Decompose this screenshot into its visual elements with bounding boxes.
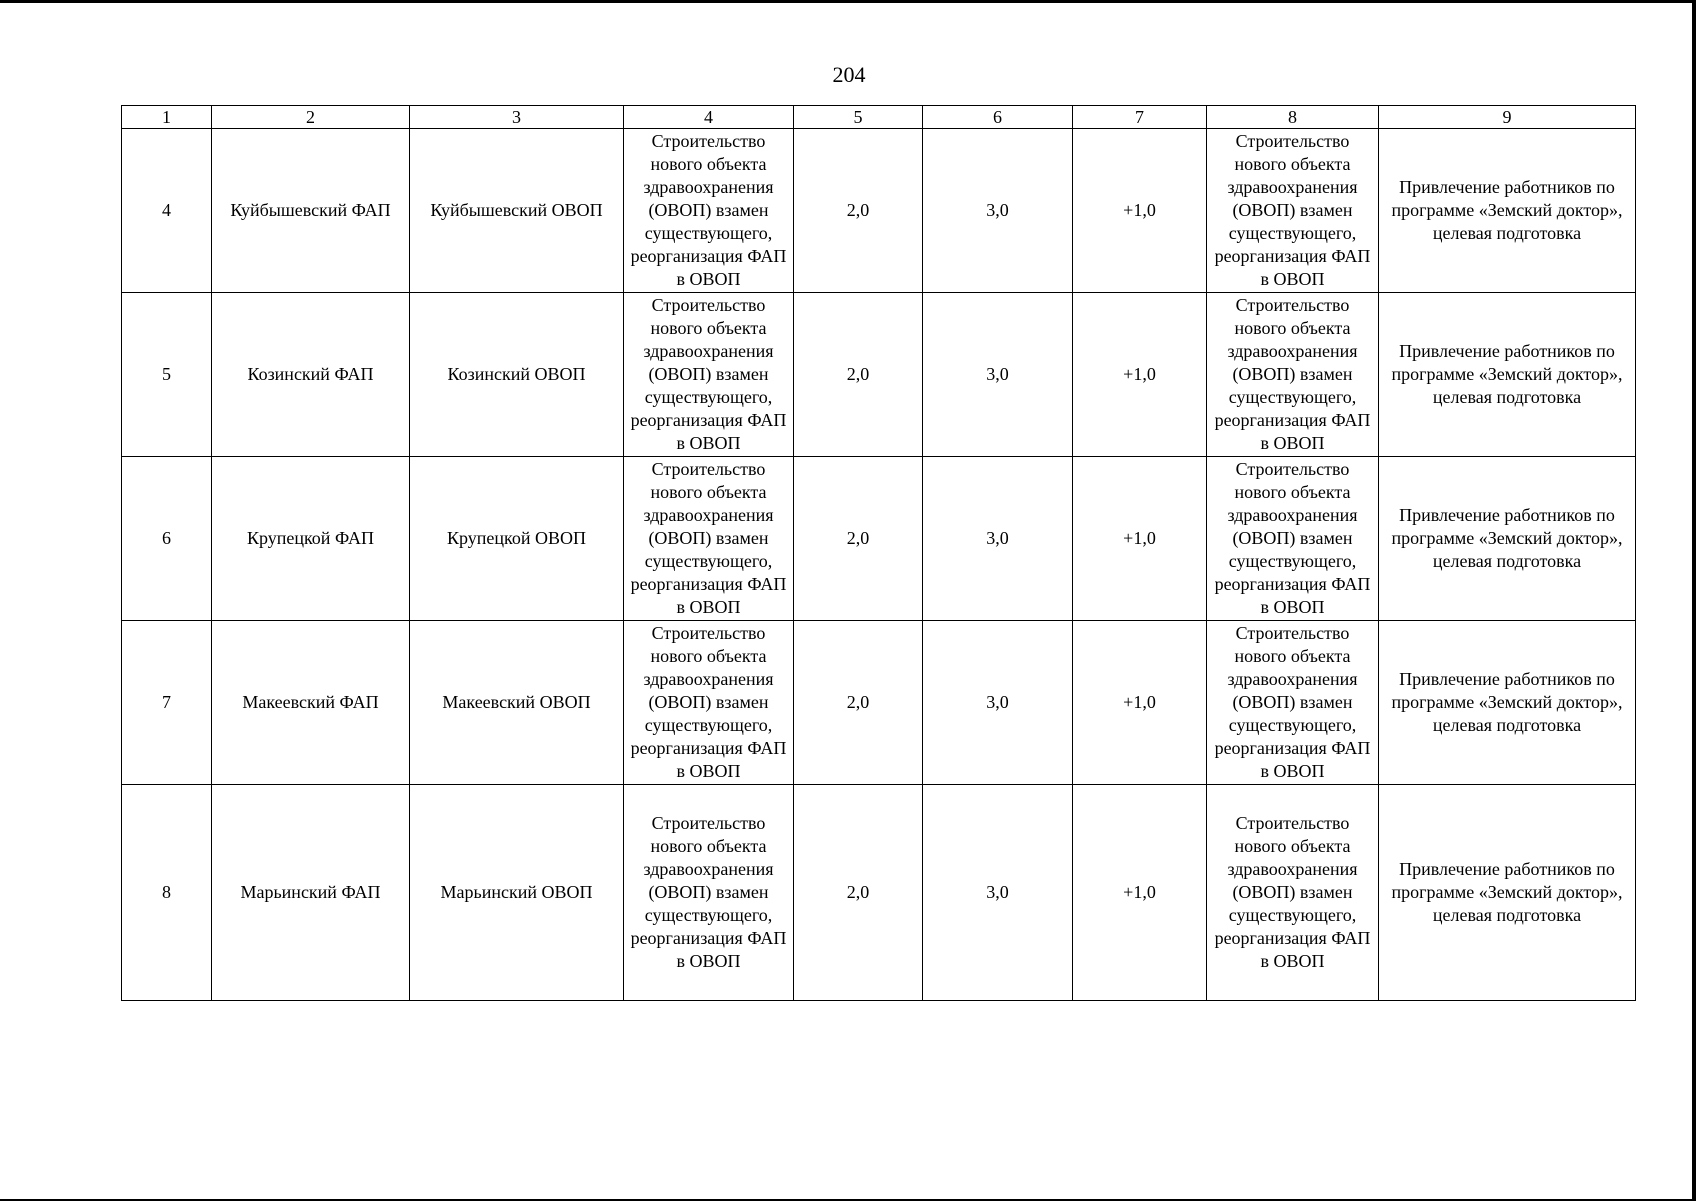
row-number: 7 <box>122 621 212 785</box>
row-number: 6 <box>122 457 212 621</box>
value-col7: +1,0 <box>1073 785 1207 1001</box>
column-number-1: 1 <box>122 106 212 129</box>
measure-col8: Строительство нового объекта здравоохранения (ОВОП) взамен существующего, реорганизация ФАП в ОВОП <box>1207 785 1379 1001</box>
value-col7: +1,0 <box>1073 129 1207 293</box>
page-number: 204 <box>832 62 866 87</box>
measure-cell: Строительство нового объекта здравоохранения (ОВОП) взамен существующего, реорганизация ФАП в ОВОП <box>624 129 794 293</box>
value-col6: 3,0 <box>923 785 1073 1001</box>
value-col6: 3,0 <box>923 621 1073 785</box>
measure-cell: Строительство нового объекта здравоохранения (ОВОП) взамен существующего, реорганизация ФАП в ОВОП <box>624 785 794 1001</box>
row-number: 4 <box>122 129 212 293</box>
ovop-name: Крупецкой ОВОП <box>410 457 624 621</box>
header-row <box>122 106 1636 129</box>
measure-cell: Строительство нового объекта здравоохранения (ОВОП) взамен существующего, реорганизация ФАП в ОВОП <box>624 457 794 621</box>
value-col6: 3,0 <box>923 293 1073 457</box>
column-number-2: 2 <box>212 106 410 129</box>
column-number-7: 7 <box>1073 106 1207 129</box>
table-row <box>122 129 1636 293</box>
value-col5: 2,0 <box>794 621 923 785</box>
fap-name: Крупецкой ФАП <box>212 457 410 621</box>
table-row <box>122 457 1636 621</box>
table-row <box>122 293 1636 457</box>
measure-cell: Строительство нового объекта здравоохранения (ОВОП) взамен существующего, реорганизация ФАП в ОВОП <box>624 621 794 785</box>
column-number-3: 3 <box>410 106 624 129</box>
value-col7: +1,0 <box>1073 621 1207 785</box>
value-col7: +1,0 <box>1073 457 1207 621</box>
data-table <box>121 105 1636 1001</box>
column-number-6: 6 <box>923 106 1073 129</box>
measure-col8: Строительство нового объекта здравоохранения (ОВОП) взамен существующего, реорганизация ФАП в ОВОП <box>1207 457 1379 621</box>
column-number-5: 5 <box>794 106 923 129</box>
value-col5: 2,0 <box>794 457 923 621</box>
staffing-cell: Привлечение работников по программе «Земский доктор», целевая подготовка <box>1379 785 1636 1001</box>
column-number-9: 9 <box>1379 106 1636 129</box>
value-col6: 3,0 <box>923 129 1073 293</box>
ovop-name: Марьинский ОВОП <box>410 785 624 1001</box>
measure-col8: Строительство нового объекта здравоохранения (ОВОП) взамен существующего, реорганизация ФАП в ОВОП <box>1207 293 1379 457</box>
ovop-name: Козинский ОВОП <box>410 293 624 457</box>
row-number: 8 <box>122 785 212 1001</box>
column-number-8: 8 <box>1207 106 1379 129</box>
column-number-4: 4 <box>624 106 794 129</box>
row-number: 5 <box>122 293 212 457</box>
staffing-cell: Привлечение работников по программе «Земский доктор», целевая подготовка <box>1379 621 1636 785</box>
table-row <box>122 785 1636 1001</box>
staffing-cell: Привлечение работников по программе «Земский доктор», целевая подготовка <box>1379 293 1636 457</box>
fap-name: Куйбышевский ФАП <box>212 129 410 293</box>
fap-name: Макеевский ФАП <box>212 621 410 785</box>
measure-col8: Строительство нового объекта здравоохранения (ОВОП) взамен существующего, реорганизация ФАП в ОВОП <box>1207 129 1379 293</box>
staffing-cell: Привлечение работников по программе «Земский доктор», целевая подготовка <box>1379 457 1636 621</box>
measure-col8: Строительство нового объекта здравоохранения (ОВОП) взамен существующего, реорганизация ФАП в ОВОП <box>1207 621 1379 785</box>
fap-name: Марьинский ФАП <box>212 785 410 1001</box>
value-col5: 2,0 <box>794 129 923 293</box>
value-col7: +1,0 <box>1073 293 1207 457</box>
value-col6: 3,0 <box>923 457 1073 621</box>
ovop-name: Куйбышевский ОВОП <box>410 129 624 293</box>
ovop-name: Макеевский ОВОП <box>410 621 624 785</box>
value-col5: 2,0 <box>794 785 923 1001</box>
table-row <box>122 621 1636 785</box>
measure-cell: Строительство нового объекта здравоохранения (ОВОП) взамен существующего, реорганизация ФАП в ОВОП <box>624 293 794 457</box>
fap-name: Козинский ФАП <box>212 293 410 457</box>
staffing-cell: Привлечение работников по программе «Земский доктор», целевая подготовка <box>1379 129 1636 293</box>
value-col5: 2,0 <box>794 293 923 457</box>
